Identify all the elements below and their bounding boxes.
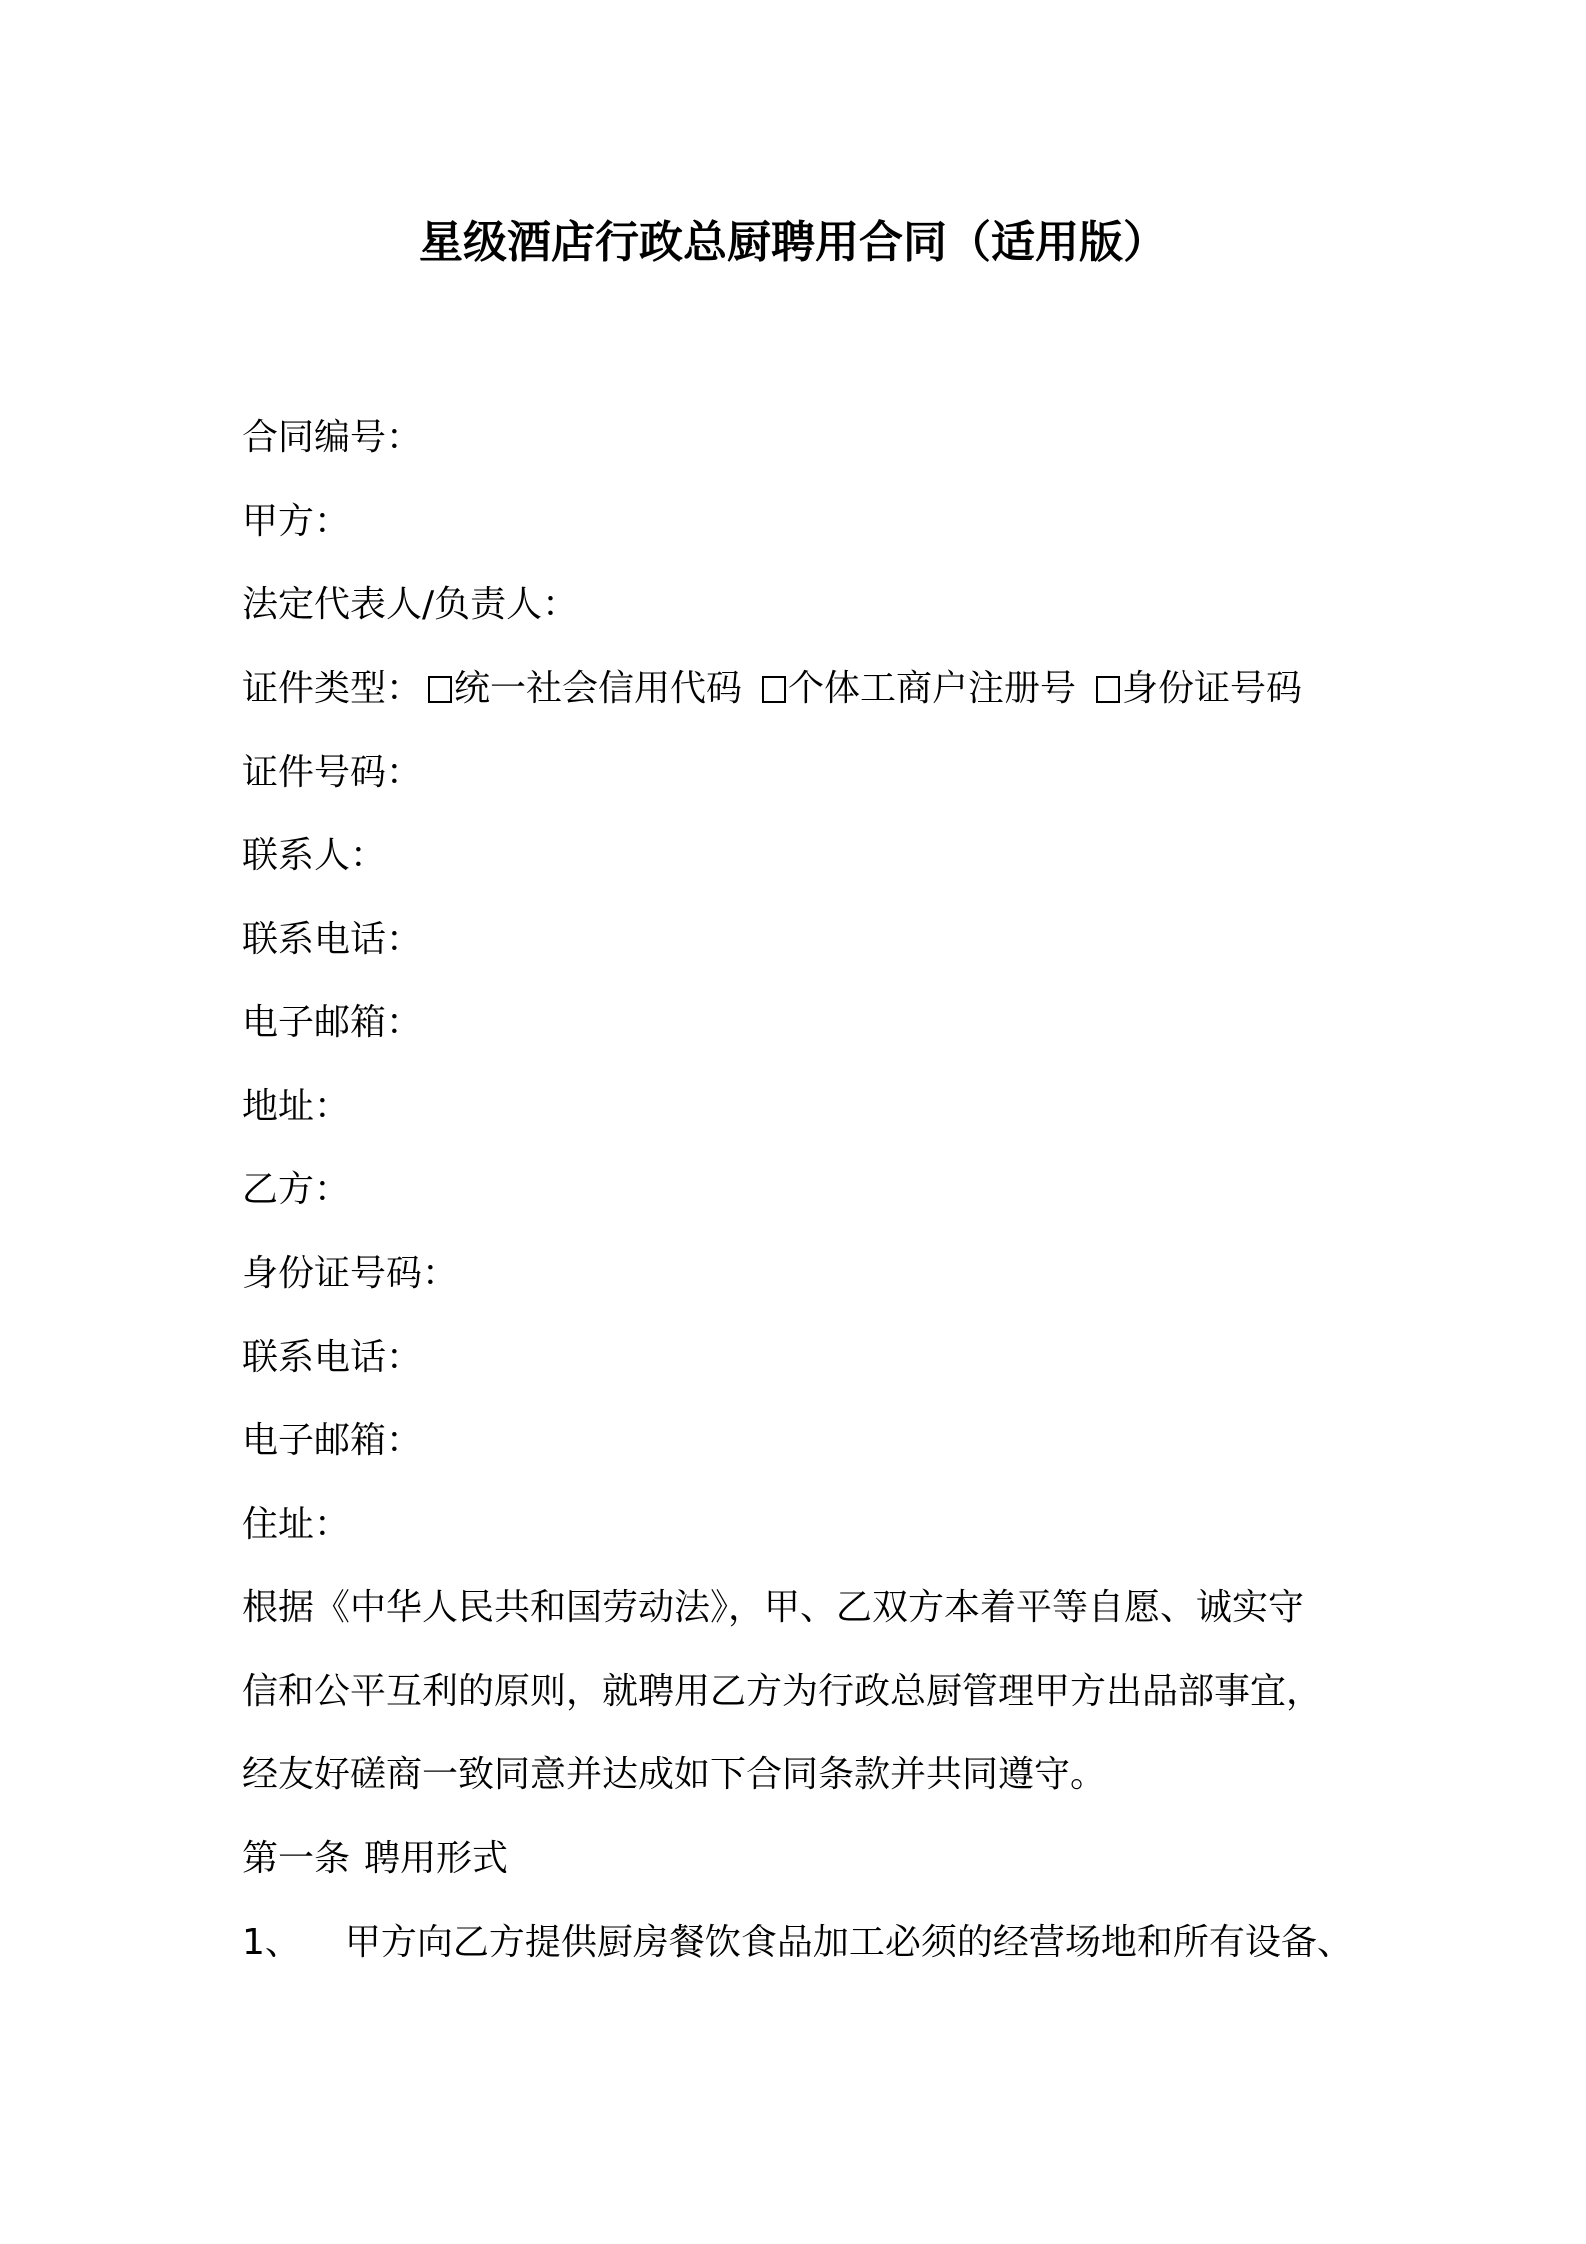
field-contact: 联系人： <box>242 835 387 876</box>
article-title: 聘用形式 <box>364 1838 509 1879</box>
field-cert-type <box>242 664 1302 714</box>
field-phone-b: 联系电话： <box>242 1337 423 1378</box>
field-email-b: 电子邮箱： <box>242 1420 423 1461</box>
field-party-a: 甲方： <box>242 501 351 542</box>
option-id-card: 身份证号码 <box>1122 668 1303 709</box>
field-legal-rep: 法定代表人/负责人： <box>242 584 579 625</box>
field-cert-no: 证件号码： <box>242 752 423 793</box>
preamble-line: 信和公平互利的原则，就聘用乙方为行政总厨管理甲方出品部事宜， <box>242 1671 1323 1712</box>
option-business-reg: 个体工商户注册号 <box>788 668 1077 709</box>
checkbox-credit-code[interactable] <box>428 676 452 703</box>
field-contract-no: 合同编号： <box>242 417 423 458</box>
preamble-line: 根据《中华人民共和国劳动法》，甲、乙双方本着平等自愿、诚实守 <box>242 1587 1305 1628</box>
checkbox-business-reg[interactable] <box>762 676 786 703</box>
field-id-no-b: 身份证号码： <box>242 1253 459 1294</box>
article-heading <box>242 1834 508 1884</box>
document-title: 星级酒店行政总厨聘用合同（适用版） <box>419 217 1167 268</box>
field-phone-a: 联系电话： <box>242 919 423 960</box>
cert-type-label: 证件类型： <box>242 668 423 709</box>
field-party-b: 乙方： <box>242 1169 351 1210</box>
checkbox-id-card[interactable] <box>1096 676 1120 703</box>
clause-item <box>242 1918 1353 1968</box>
article-number: 第一条 <box>242 1838 351 1879</box>
option-credit-code: 统一社会信用代码 <box>454 668 743 709</box>
preamble-line: 经友好磋商一致同意并达成如下合同条款并共同遵守。 <box>242 1754 1107 1795</box>
clause-text: 甲方向乙方提供厨房餐饮食品加工必须的经营场地和所有设备、 <box>344 1922 1353 1963</box>
field-address-a: 地址： <box>242 1086 351 1127</box>
field-email-a: 电子邮箱： <box>242 1002 423 1043</box>
clause-number: 1、 <box>242 1922 301 1963</box>
field-residence-b: 住址： <box>242 1504 351 1545</box>
